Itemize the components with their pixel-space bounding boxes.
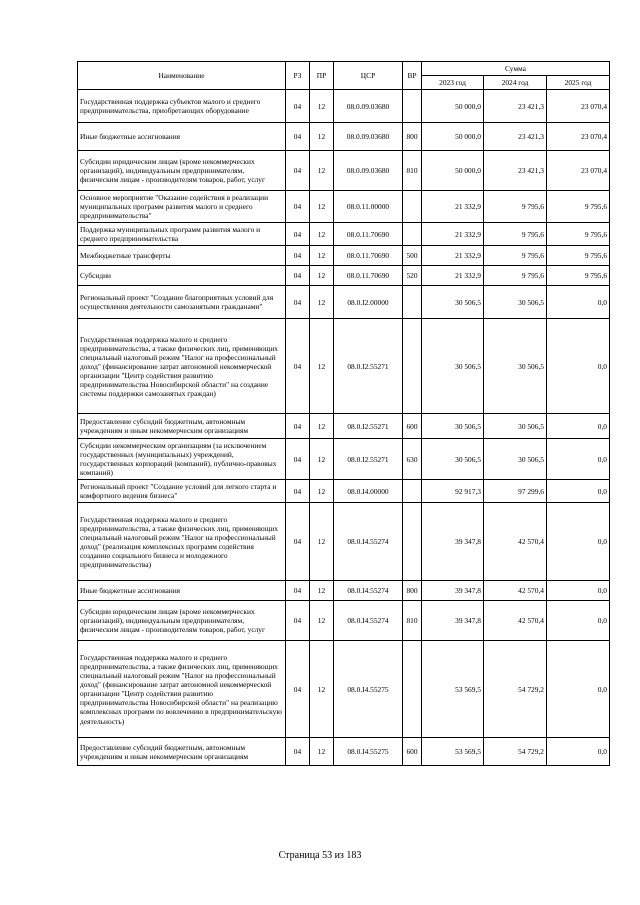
cell-vr	[403, 319, 422, 414]
cell-2025: 9 795,6	[547, 246, 610, 266]
cell-csr: 08.0.I4.55275	[334, 641, 403, 738]
cell-rz: 04	[286, 123, 310, 151]
table-row	[78, 414, 610, 439]
cell-2025: 23 070,4	[547, 90, 610, 123]
cell-2023: 30 506,5	[422, 286, 484, 319]
cell-2023: 39 347,8	[422, 601, 484, 641]
cell-2025: 9 795,6	[547, 191, 610, 223]
cell-2023: 50 000,0	[422, 151, 484, 191]
cell-vr: 810	[403, 601, 422, 641]
cell-csr: 08.0.11.70690	[334, 266, 403, 286]
cell-2025: 0,0	[547, 439, 610, 480]
cell-2025: 9 795,6	[547, 266, 610, 286]
table-row	[78, 151, 610, 191]
cell-vr: 810	[403, 151, 422, 191]
cell-2025: 0,0	[547, 480, 610, 503]
header-sums: Сумма	[422, 62, 610, 76]
header-year-2025: 2025 год	[547, 76, 610, 90]
cell-vr: 520	[403, 266, 422, 286]
cell-2023: 30 506,5	[422, 414, 484, 439]
cell-2024: 9 795,6	[484, 223, 547, 246]
cell-rz: 04	[286, 503, 310, 581]
table-row	[78, 581, 610, 601]
cell-csr: 08.0.09.03680	[334, 90, 403, 123]
cell-csr: 08.0.11.00000	[334, 191, 403, 223]
cell-name: Региональный проект "Создание благоприятных условий для осуществления деятельности самозанятыми гражданами"	[78, 286, 286, 319]
cell-2023: 21 332,9	[422, 191, 484, 223]
cell-csr: 08.0.I2.55271	[334, 439, 403, 480]
cell-pr: 12	[310, 90, 334, 123]
table-row	[78, 191, 610, 223]
table-row	[78, 246, 610, 266]
cell-2025: 0,0	[547, 641, 610, 738]
cell-2023: 50 000,0	[422, 123, 484, 151]
cell-vr: 630	[403, 439, 422, 480]
cell-2024: 30 506,5	[484, 319, 547, 414]
cell-csr: 08.0.11.70690	[334, 223, 403, 246]
table-row	[78, 641, 610, 738]
cell-2023: 21 332,9	[422, 266, 484, 286]
cell-vr	[403, 641, 422, 738]
cell-rz: 04	[286, 414, 310, 439]
cell-2024: 30 506,5	[484, 286, 547, 319]
cell-rz: 04	[286, 246, 310, 266]
cell-name: Субсидии юридическим лицам (кроме некоммерческих организаций), индивидуальным предпринимателям, физическим лицам - производителям товаров, работ, услуг	[78, 601, 286, 641]
cell-csr: 08.0.I4.55275	[334, 738, 403, 766]
cell-vr: 800	[403, 123, 422, 151]
table-row	[78, 738, 610, 766]
cell-rz: 04	[286, 223, 310, 246]
cell-2025: 9 795,6	[547, 223, 610, 246]
cell-csr: 08.0.I2.00000	[334, 286, 403, 319]
cell-2024: 23 421,3	[484, 90, 547, 123]
cell-pr: 12	[310, 123, 334, 151]
cell-pr: 12	[310, 414, 334, 439]
cell-pr: 12	[310, 480, 334, 503]
page-number: Страница 53 из 183	[278, 850, 362, 861]
cell-pr: 12	[310, 738, 334, 766]
cell-2024: 42 570,4	[484, 503, 547, 581]
header-name: Наименование	[78, 62, 286, 90]
cell-vr	[403, 223, 422, 246]
cell-pr: 12	[310, 503, 334, 581]
cell-name: Основное мероприятие "Оказание содействия в реализации муниципальных программ развития малого и среднего предпринимательства"	[78, 191, 286, 223]
cell-vr: 600	[403, 738, 422, 766]
cell-rz: 04	[286, 90, 310, 123]
header-rz: РЗ	[286, 62, 310, 90]
header-vr: ВР	[403, 62, 422, 90]
table-row	[78, 123, 610, 151]
cell-csr: 08.0.11.70690	[334, 246, 403, 266]
cell-rz: 04	[286, 601, 310, 641]
table-row	[78, 286, 610, 319]
cell-2024: 9 795,6	[484, 246, 547, 266]
cell-2023: 21 332,9	[422, 223, 484, 246]
cell-2024: 23 421,3	[484, 123, 547, 151]
table-row	[78, 266, 610, 286]
cell-csr: 08.0.I2.55271	[334, 319, 403, 414]
cell-name: Государственная поддержка малого и среднего предпринимательства, а также физических лиц, применяющих специальный налоговый режим "Налог на профессиональный доход" (финансирование затрат автономной некоммерческой организации "Центр содействия развитию предпринимательства Новосибирской области" на реализацию комплексных программ по вовлечению в предпринимательскую деятельность)	[78, 641, 286, 738]
header-year-2024: 2024 год	[484, 76, 547, 90]
header-pr: ПР	[310, 62, 334, 90]
cell-2023: 53 569,5	[422, 641, 484, 738]
header-year-2023: 2023 год	[422, 76, 484, 90]
cell-2023: 50 000,0	[422, 90, 484, 123]
cell-pr: 12	[310, 286, 334, 319]
cell-rz: 04	[286, 581, 310, 601]
cell-name: Государственная поддержка малого и среднего предпринимательства, а также физических лиц, применяющих специальный налоговый режим "Налог на профессиональный доход" (реализация комплексных программ содействия созданию социального бизнеса и молодежного предпринимательства)	[78, 503, 286, 581]
header-csr: ЦСР	[334, 62, 403, 90]
cell-rz: 04	[286, 641, 310, 738]
cell-rz: 04	[286, 266, 310, 286]
cell-name: Предоставление субсидий бюджетным, автономным учреждениям и иным некоммерческим организациям	[78, 414, 286, 439]
cell-rz: 04	[286, 319, 310, 414]
cell-2024: 42 570,4	[484, 581, 547, 601]
table-row	[78, 601, 610, 641]
cell-name: Субсидии юридическим лицам (кроме некоммерческих организаций), индивидуальным предпринимателям, физическим лицам - производителям товаров, работ, услуг	[78, 151, 286, 191]
cell-2025: 0,0	[547, 319, 610, 414]
cell-rz: 04	[286, 151, 310, 191]
cell-2024: 97 299,6	[484, 480, 547, 503]
cell-pr: 12	[310, 319, 334, 414]
cell-2024: 30 506,5	[484, 439, 547, 480]
cell-vr: 800	[403, 581, 422, 601]
cell-2024: 54 729,2	[484, 641, 547, 738]
table-row	[78, 223, 610, 246]
cell-rz: 04	[286, 738, 310, 766]
cell-csr: 08.0.I2.55271	[334, 414, 403, 439]
cell-pr: 12	[310, 191, 334, 223]
cell-vr: 600	[403, 414, 422, 439]
cell-rz: 04	[286, 191, 310, 223]
cell-2023: 92 917,3	[422, 480, 484, 503]
cell-2024: 30 506,5	[484, 414, 547, 439]
cell-vr	[403, 503, 422, 581]
cell-2024: 54 729,2	[484, 738, 547, 766]
cell-name: Поддержка муниципальных программ развития малого и среднего предпринимательства	[78, 223, 286, 246]
table-row	[78, 480, 610, 503]
cell-2025: 0,0	[547, 286, 610, 319]
cell-pr: 12	[310, 581, 334, 601]
table-body	[78, 90, 610, 766]
cell-2023: 39 347,8	[422, 581, 484, 601]
cell-csr: 08.0.I4.55274	[334, 601, 403, 641]
cell-2023: 30 506,5	[422, 319, 484, 414]
cell-2025: 0,0	[547, 601, 610, 641]
cell-vr	[403, 191, 422, 223]
cell-name: Иные бюджетные ассигнования	[78, 581, 286, 601]
cell-2024: 9 795,6	[484, 191, 547, 223]
cell-csr: 08.0.09.03680	[334, 151, 403, 191]
cell-2023: 39 347,8	[422, 503, 484, 581]
cell-rz: 04	[286, 480, 310, 503]
budget-table	[77, 61, 610, 766]
cell-name: Региональный проект "Создание условий для легкого старта и комфортного ведения бизнеса"	[78, 480, 286, 503]
cell-vr	[403, 286, 422, 319]
cell-name: Межбюджетные трансферты	[78, 246, 286, 266]
table-row	[78, 90, 610, 123]
cell-2025: 23 070,4	[547, 123, 610, 151]
cell-2024: 9 795,6	[484, 266, 547, 286]
cell-pr: 12	[310, 151, 334, 191]
cell-name: Субсидии некоммерческим организациям (за исключением государственных (муниципальных) учреждений, государственных корпораций (компаний), публично-правовых компаний)	[78, 439, 286, 480]
cell-pr: 12	[310, 641, 334, 738]
table-row	[78, 439, 610, 480]
cell-2025: 0,0	[547, 503, 610, 581]
cell-vr	[403, 480, 422, 503]
table-row	[78, 319, 610, 414]
cell-pr: 12	[310, 246, 334, 266]
cell-pr: 12	[310, 601, 334, 641]
cell-pr: 12	[310, 266, 334, 286]
cell-name: Государственная поддержка субъектов малого и среднего предпринимательства, приобретающих оборудование	[78, 90, 286, 123]
cell-pr: 12	[310, 223, 334, 246]
cell-2024: 23 421,3	[484, 151, 547, 191]
cell-name: Иные бюджетные ассигнования	[78, 123, 286, 151]
cell-vr	[403, 90, 422, 123]
cell-2023: 53 569,5	[422, 738, 484, 766]
cell-vr: 500	[403, 246, 422, 266]
cell-name: Государственная поддержка малого и среднего предпринимательства, а также физических лиц, применяющих специальный налоговый режим "Налог на профессиональный доход" (финансирование затрат автономной некоммерческой организации "Центр содействия развитию предпринимательства Новосибирской области" на создание системы поддержки самозанятых граждан)	[78, 319, 286, 414]
cell-rz: 04	[286, 286, 310, 319]
cell-2025: 0,0	[547, 738, 610, 766]
cell-2023: 30 506,5	[422, 439, 484, 480]
cell-2025: 0,0	[547, 581, 610, 601]
table-row	[78, 503, 610, 581]
cell-csr: 08.0.I4.55274	[334, 503, 403, 581]
cell-csr: 08.0.I4.00000	[334, 480, 403, 503]
cell-pr: 12	[310, 439, 334, 480]
cell-name: Субсидии	[78, 266, 286, 286]
cell-name: Предоставление субсидий бюджетным, автономным учреждениям и иным некоммерческим организациям	[78, 738, 286, 766]
cell-csr: 08.0.09.03680	[334, 123, 403, 151]
cell-2023: 21 332,9	[422, 246, 484, 266]
cell-2024: 42 570,4	[484, 601, 547, 641]
cell-2025: 0,0	[547, 414, 610, 439]
cell-rz: 04	[286, 439, 310, 480]
cell-2025: 23 070,4	[547, 151, 610, 191]
cell-csr: 08.0.I4.55274	[334, 581, 403, 601]
